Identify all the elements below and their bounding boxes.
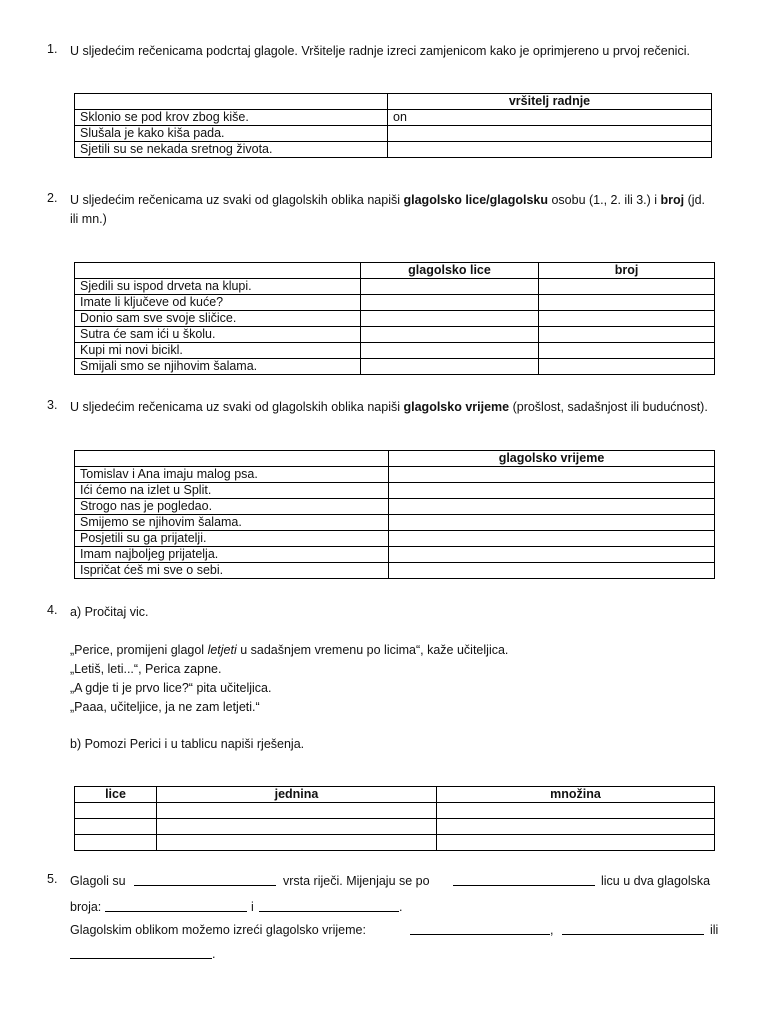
- sentence-cell: Smijali smo se njihovim šalama.: [75, 359, 361, 375]
- sentence-cell: Sutra će sam ići u školu.: [75, 327, 361, 343]
- answer-cell[interactable]: [157, 819, 437, 835]
- table-row: [75, 359, 715, 375]
- q5-text: i: [251, 900, 254, 914]
- sentence-cell: Sjedili su ispod drveta na klupi.: [75, 279, 361, 295]
- answer-cell[interactable]: [157, 835, 437, 851]
- q5-text: broja:: [70, 900, 102, 914]
- answer-cell[interactable]: [389, 563, 715, 579]
- table-row: [75, 563, 715, 579]
- header-cell: jednina: [157, 787, 437, 803]
- sentence-cell: Imate li ključeve od kuće?: [75, 295, 361, 311]
- answer-cell[interactable]: [539, 311, 715, 327]
- q2-text-part: osobu (1., 2. ili 3.) i: [547, 193, 661, 207]
- q2-instruction-line2: ili mn.): [70, 212, 107, 226]
- answer-cell[interactable]: [539, 359, 715, 375]
- q5-text: .: [399, 900, 403, 914]
- fill-blank[interactable]: [453, 873, 595, 886]
- sentence-cell: Posjetili su ga prijatelji.: [75, 531, 389, 547]
- answer-cell[interactable]: [437, 803, 715, 819]
- table-row: [75, 547, 715, 563]
- answer-cell[interactable]: [361, 327, 539, 343]
- sentence-cell: Kupi mi novi bicikl.: [75, 343, 361, 359]
- answer-cell[interactable]: [437, 819, 715, 835]
- answer-cell[interactable]: [361, 295, 539, 311]
- answer-cell[interactable]: [75, 803, 157, 819]
- table-row: [75, 499, 715, 515]
- answer-cell[interactable]: [361, 311, 539, 327]
- answer-cell[interactable]: [389, 547, 715, 563]
- answer-cell[interactable]: [539, 343, 715, 359]
- answer-cell[interactable]: [389, 499, 715, 515]
- q4-part-a: a) Pročitaj vic.: [70, 605, 149, 619]
- joke-line-1: [70, 641, 508, 660]
- q2-text-bold: broj: [660, 193, 685, 207]
- joke-line-3: „A gdje ti je prvo lice?“ pita učiteljica.: [70, 681, 272, 695]
- table-row: [75, 819, 715, 835]
- table-row: [75, 142, 712, 158]
- q1-table: [74, 93, 712, 158]
- q3-instruction: [70, 398, 708, 417]
- table-header-row: [75, 787, 715, 803]
- q4-table: [74, 786, 715, 851]
- fill-blank[interactable]: [562, 922, 704, 935]
- answer-cell[interactable]: [389, 531, 715, 547]
- sentence-cell: Strogo nas je pogledao.: [75, 499, 389, 515]
- header-cell: glagolsko lice: [361, 263, 539, 279]
- answer-cell[interactable]: [388, 126, 712, 142]
- table-row: [75, 835, 715, 851]
- q3-number: 3.: [47, 398, 58, 412]
- q2-text-bold: glagolsko lice/glagolsku: [403, 193, 548, 207]
- answer-cell[interactable]: [75, 819, 157, 835]
- q5-text: Glagolskim oblikom možemo izreći glagolsko vrijeme:: [70, 923, 366, 937]
- table-row: [75, 803, 715, 819]
- answer-cell[interactable]: [157, 803, 437, 819]
- table-row: [75, 295, 715, 311]
- header-cell: [75, 94, 388, 110]
- fill-blank[interactable]: [410, 922, 550, 935]
- q3-text-bold: glagolsko vrijeme: [403, 400, 510, 414]
- table-row: [75, 327, 715, 343]
- answer-cell[interactable]: [388, 142, 712, 158]
- table-row: [75, 343, 715, 359]
- sentence-cell: Imam najboljeg prijatelja.: [75, 547, 389, 563]
- q5-text: .: [212, 947, 216, 961]
- q3-table: [74, 450, 715, 579]
- q2-text-part: (jd.: [684, 193, 705, 207]
- header-cell: vršitelj radnje: [388, 94, 712, 110]
- q3-text-part: U sljedećim rečenicama uz svaki od glagolskih oblika napiši: [70, 400, 404, 414]
- sentence-cell: Tomislav i Ana imaju malog psa.: [75, 467, 389, 483]
- q4-number: 4.: [47, 603, 58, 617]
- q5-text-glagoli: Glagoli su: [70, 874, 126, 888]
- table-row: [75, 515, 715, 531]
- answer-cell[interactable]: [361, 279, 539, 295]
- q5-text: ,: [550, 923, 554, 937]
- q2-table: [74, 262, 715, 375]
- answer-cell[interactable]: [539, 327, 715, 343]
- header-cell: [75, 451, 389, 467]
- header-cell: množina: [437, 787, 715, 803]
- q2-number: 2.: [47, 191, 58, 205]
- answer-cell[interactable]: [389, 483, 715, 499]
- sentence-cell: Sjetili su se nekada sretnog života.: [75, 142, 388, 158]
- answer-cell[interactable]: [437, 835, 715, 851]
- q1-instruction: U sljedećim rečenicama podcrtaj glagole. Vršitelje radnje izreci zamjenicom kako je oprimjereno u prvoj rečenici.: [70, 44, 690, 58]
- joke-text: „Perice, promijeni glagol: [70, 643, 208, 657]
- sentence-cell: Ići ćemo na izlet u Split.: [75, 483, 389, 499]
- joke-text: u sadašnjem vremenu po licima“, kaže učiteljica.: [236, 643, 509, 657]
- table-row: [75, 110, 712, 126]
- answer-cell[interactable]: [539, 295, 715, 311]
- header-cell: glagolsko vrijeme: [389, 451, 715, 467]
- joke-italic-verb: letjeti: [207, 643, 237, 657]
- sentence-cell: Ispričat ćeš mi sve o sebi.: [75, 563, 389, 579]
- header-cell: lice: [75, 787, 157, 803]
- joke-line-4: „Paaa, učiteljice, ja ne zam letjeti.“: [70, 700, 260, 714]
- sentence-cell: Donio sam sve svoje sličice.: [75, 311, 361, 327]
- answer-cell[interactable]: on: [388, 110, 712, 126]
- q4-part-b: b) Pomozi Perici i u tablicu napiši rješenja.: [70, 737, 305, 751]
- fill-blank[interactable]: [134, 873, 276, 886]
- q1-number: 1.: [47, 42, 58, 56]
- q3-text-part: (prošlost, sadašnjost ili budućnost).: [509, 400, 708, 414]
- answer-cell[interactable]: [361, 359, 539, 375]
- table-header-row: [75, 451, 715, 467]
- q5-text: licu u dva glagolska: [601, 874, 711, 888]
- q2-instruction: [70, 191, 720, 210]
- answer-cell[interactable]: [389, 515, 715, 531]
- q2-text-part: U sljedećim rečenicama uz svaki od glagolskih oblika napiši: [70, 193, 404, 207]
- sentence-cell: Slušala je kako kiša pada.: [75, 126, 388, 142]
- answer-cell[interactable]: [361, 343, 539, 359]
- sentence-cell: Smijemo se njihovim šalama.: [75, 515, 389, 531]
- sentence-cell: Sklonio se pod krov zbog kiše.: [75, 110, 388, 126]
- table-header-row: [75, 94, 712, 110]
- table-header-row: [75, 263, 715, 279]
- q5-text: vrsta riječi. Mijenjaju se po: [283, 874, 430, 888]
- table-row: [75, 531, 715, 547]
- fill-blank[interactable]: [259, 899, 399, 912]
- answer-cell[interactable]: [539, 279, 715, 295]
- header-cell: broj: [539, 263, 715, 279]
- table-row: [75, 483, 715, 499]
- q5-number: 5.: [47, 872, 58, 886]
- answer-cell[interactable]: [75, 835, 157, 851]
- table-row: [75, 126, 712, 142]
- fill-blank[interactable]: [105, 899, 247, 912]
- joke-line-2: „Letiš, leti...“, Perica zapne.: [70, 662, 222, 676]
- header-cell: [75, 263, 361, 279]
- answer-cell[interactable]: [389, 467, 715, 483]
- table-row: [75, 467, 715, 483]
- fill-blank[interactable]: [70, 946, 212, 959]
- table-row: [75, 311, 715, 327]
- table-row: [75, 279, 715, 295]
- q5-text: ili: [710, 923, 719, 937]
